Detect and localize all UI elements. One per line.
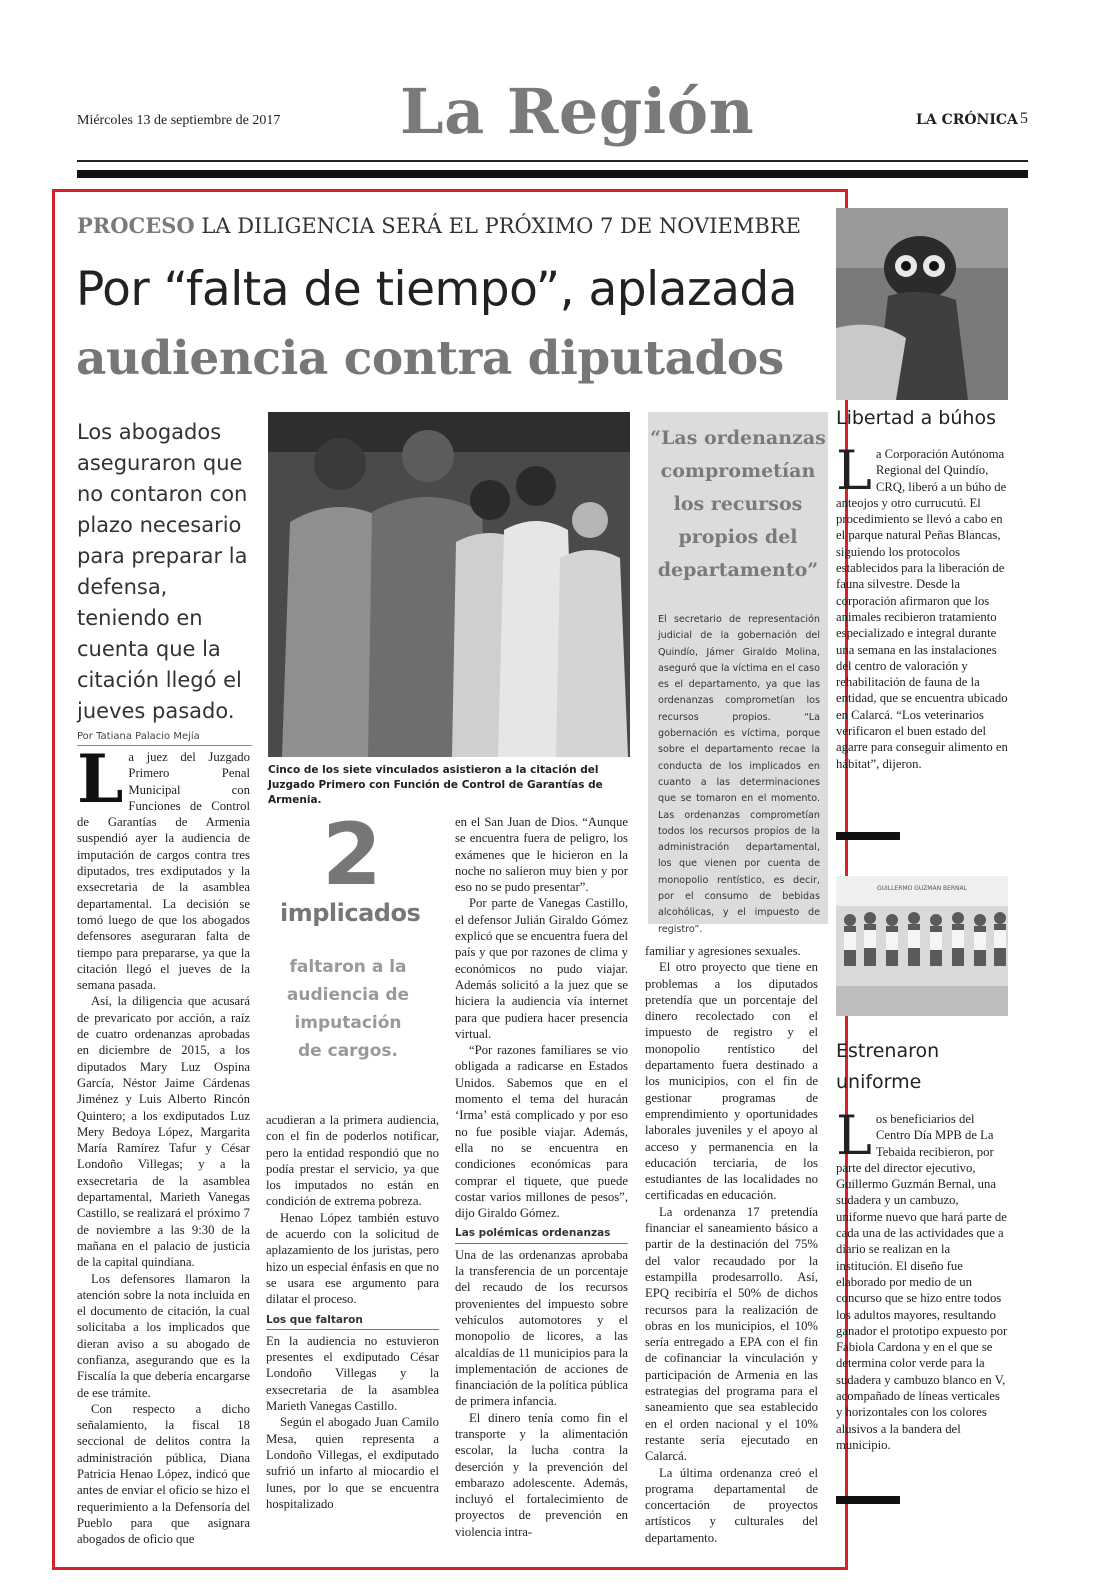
brief-1-body [836,439,1008,772]
paragraph: El otro proyecto que tiene en problemas a los diputados pretendía que un porcentaje del dinero recolectado con el impuesto de registro y el monopolio rentístico del departamento fuera destinado a los municipios, con el fin de gestionar programas de emprendimiento y oportunidades laborales juveniles y el apoyo al acceso y permanencia en la educación terciaria, de los estudiantes de las localidades no certificadas en educación. [645,960,818,1203]
article-deck: Los abogados aseguraron que no contaron con plazo necesario para preparar la defensa, teniendo en cuenta que la citación llegó el jueves pasado. [77,420,248,723]
paragraph: familiar y agresiones sexuales. [645,944,801,958]
pull-quote: “Las ordenanzas comprometían los recursos propios del departamento” [650,427,826,581]
page-number: 5 [1020,110,1028,127]
stat-label: implicados [280,899,421,927]
paragraph: Por parte de Vanegas Castillo, el defensor Julián Giraldo Gómez explicó que se encuentra fuera del país y que por razones de clima y económicos no pudo viajar. Además solicitó a la juez que se hiciera la audiencia vía internet para que pudiera hacer presencia virtual. [455,896,628,1041]
stat-number: 2 [322,805,382,905]
brief-1-dropcap: L [836,439,872,502]
article-photo [268,412,630,757]
brief-2-dropcap: L [836,1104,872,1167]
paragraph: en el San Juan de Dios. “Aunque se encuentra fuera de peligro, los exámenes que le hicieron en la noche no salieron muy bien y por eso no se pudo presentar”. [455,815,628,895]
byline: Por Tatiana Palacio Mejía [77,731,252,746]
paragraph: Según el abogado Juan Camilo Mesa, quien representa a Londoño Villegas, el exdiputado sufrió un infarto al miocardio el lunes, por lo que se encuentra hospitalizado [266,1415,439,1511]
paragraph: acudieran a la primera audiencia, con el fin de poderlos notificar, pero la entidad respondió que no podía prestar el servicio, ya que los imputados no están en condición de extrema pobreza. [266,1113,439,1209]
masthead-rule-thick [77,170,1028,178]
article-kicker [77,213,801,238]
paragraph: Henao López también estuvo de acuerdo con la solicitud de aplazamiento de los juristas, pero hizo un especial énfasis en que no se usara ese argumento para dilatar el proceso. [266,1210,439,1307]
owl-photo [836,208,1008,400]
photo-sign-text: GUILLERMO GUZMÁN BERNAL [877,885,967,892]
subhead-las-polemicas-ordenanzas: Las polémicas ordenanzas [455,1225,628,1243]
paragraph: Los defensores llamaron la atención sobre la nota incluida en el documento de citación, la cual solicitaba a los implicados que dieran aviso a su abogado de confianza, asegurando que es la Fiscalía la que debería encargarse de ese trámite. [77,1271,250,1400]
brief-2-text: os beneficiarios del Centro Día MPB de La Tebaida recibieron, por parte del director ejecutivo, Guillermo Guzmán Bernal, una sudadera y un cambuzo, uniforme nuevo que hará parte de cada una de las actividades que a diario se realizan en la institución. El diseño fue elaborado por medio de un concurso que se hizo entre todos los adultos mayores, resultando ganador el prototipo expuesto por Fabiola Cardona y en el que se determina color verde para la sudadera y cambuzo blanco en V, acompañado de líneas verticales y horizontales con los colores alusivos a la bandera del municipio. [836,1112,1008,1452]
quote-body: El secretario de representación judicial de la gobernación del Quindío, Jámer Giraldo Molina, aseguró que la víctima en el caso es el departamento, ya que las ordenanzas comprometían los recursos propios. “La gobernación es víctima, porque sobre el departamento recae la conducta de los implicados en cuanto a las determinaciones que se tomaron en el momento. Las ordenanzas comprometían todos los recursos propios de la administración departamental, los que vienen por cuenta de monopolio rentístico, es decir, por el consumo de bebidas alcohólicas, y el impuesto de registro”. [658,614,820,935]
paragraph: Con respecto a dicho señalamiento, la fiscal 18 seccional de delitos contra la administración pública, Diana Patricia Henao López, indicó que antes de enviar el oficio se hizo el requerimiento a la Defensoría del Pueblo para que asignara abogados de oficio que [77,1401,250,1547]
dropcap: L [77,740,124,818]
kicker-tag: PROCESO [77,213,195,238]
kicker-text: LA DILIGENCIA SERÁ EL PRÓXIMO 7 DE NOVIEMBRE [201,214,801,238]
newspaper-name: LA CRÓNICA [916,112,1018,128]
paragraph: La última ordenanza creó el programa departamental de concertación de proyectos artísticos y culturales del departamento. [645,1465,818,1545]
brief-2-end-bar [836,1496,900,1504]
paragraph: a juez del Juzgado Primero Penal Municipal con Funciones de Control de Garantías de Armenia suspendió ayer la audiencia de imputación de cargos contra tres diputados, tres exdiputados y la exsecretaria de la asamblea departamental. La decisión se tomó luego de que los abogados defensores aseguraran falta de tiempo para prepararse, ya que la citación llegó el jueves de la semana pasada. [77,750,250,993]
brief-1-end-bar [836,832,900,840]
body-column-2 [266,1112,439,1512]
body-column-4 [645,943,818,1546]
uniform-group-photo [836,876,1008,1016]
subhead-los-que-faltaron: Los que faltaron [266,1312,439,1330]
brief-1-title: Libertad a búhos [836,407,996,429]
headline-line-1: Por “falta de tiempo”, aplazada [76,262,798,317]
stat-description: faltaron a la audiencia de imputación de cargos. [286,957,410,1061]
body-column-3 [455,814,628,1540]
section-title: La Región [400,75,755,148]
headline-line-2: audiencia contra diputados [76,331,784,386]
paragraph: En la audiencia no estuvieron presentes el exdiputado César Londoño Villegas y la exsecretaria de la asamblea Marieth Vanegas Castillo. [266,1333,439,1414]
masthead-rule-thin [77,160,1028,162]
brief-2-body [836,1104,1008,1453]
issue-date: Miércoles 13 de septiembre de 2017 [77,113,281,128]
paragraph: La ordenanza 17 pretendía financiar el saneamiento básico a partir de la destinación del 75% del valor recaudado por la estampilla prodesarrollo. Así, EPQ recibiría el 50% de dichos recursos para la realización de obras en los municipios, el 10% sería entregado a EPA con el fin de cofinanciar la vinculación y participación de Armenia en las estrategias del programa para el saneamiento que sea establecido en el orden nacional y el 10% restante sería ejecutado en Calarcá. [645,1204,818,1464]
body-column-1 [77,740,250,1548]
paragraph: “Por razones familiares se vio obligada a radicarse en Estados Unidos. Sabemos que en el momento el tema del huracán ‘Irma’ está complicado y por eso no fue posible viajar. Además, ella no se encuentra en condiciones económicas para comprar el tiquete, que puede costar varios millones de pesos”, dijo Giraldo Gómez. [455,1043,628,1221]
brief-1-text: a Corporación Autónoma Regional del Quindío, CRQ, liberó a un búho de anteojos y otro currucutú. El procedimiento se llevó a cabo en el parque natural Peñas Blancas, siguiendo los protocolos establecidos para la liberación de fauna silvestre. Desde la corporación afirmaron que los animales recibieron tratamiento especializado e integral durante una semana en las instalaciones del centro de valoración y rehabilitación de fauna de la entidad, que se encuentra ubicado en Calarcá. “Los veterinarios verificaron el buen estado del agarre para conseguir alimento en hábitat”, dijeron. [836,447,1008,771]
paragraph: El dinero tenía como fin el transporte y la alimentación escolar, la lucha contra la deserción y la prevención del embarazo adolescente. Además, incluyó el fortalecimiento de proyectos de prevención en violencia intra- [455,1410,628,1539]
brief-2-title: Estrenaron uniforme [836,1040,940,1093]
paragraph: Así, la diligencia que acusará de prevaricato por acción, a raíz de cuatro ordenanzas aprobadas en diciembre de 2015, a los diputados Mary Luz Ospina García, Néstor Jaime Cárdenas Jiménez y Luis Alberto Rincón Quintero; a los exdiputados Luz Mery Bedoya López, Margarita María Ramírez Tafur y César Londoño Villegas; y a la exsecretaria de la asamblea departamental, Marieth Vanegas Castillo, se realizará el próximo 7 de noviembre a las 9:30 de la mañana en el palacio de justicia de la capital quindiana. [77,994,250,1270]
photo-caption: Cinco de los siete vinculados asistieron a la citación del Juzgado Primero con Función de Control de Garantías de Armenia. [268,764,603,806]
paragraph: Una de las ordenanzas aprobaba la transferencia de un porcentaje del recaudo de los recursos provenientes del impuesto sobre vehículos automotores y el monopolio de licores, a las alcaldías de 11 municipios para la implementación de acciones de financiación de la política pública de primera infancia. [455,1247,628,1409]
